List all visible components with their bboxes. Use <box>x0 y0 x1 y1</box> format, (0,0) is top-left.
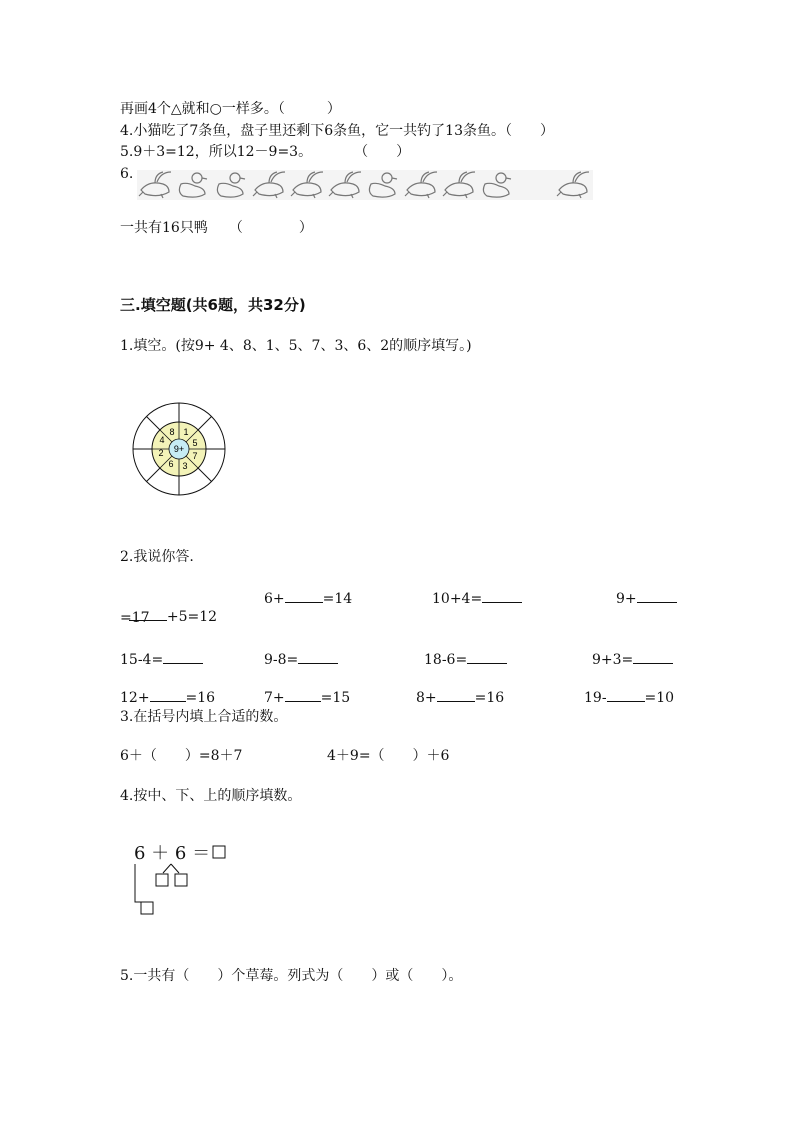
wheel-number: 5 <box>192 438 198 448</box>
answer-box <box>141 902 153 914</box>
wheel-number: 7 <box>192 451 198 461</box>
wheel-number: 1 <box>183 427 189 437</box>
decomposition-diagram <box>125 840 235 920</box>
wheel-center-text: 9+ <box>173 444 185 454</box>
judge-question-4: 4.小猫吃了7条鱼，盘子里还剩下6条鱼，它一共钓了13条鱼。（ ） <box>120 123 554 139</box>
fill-question-1: 1.填空。(按9+ 4、8、1、5、7、3、6、2的顺序填写。) <box>120 338 472 354</box>
answer-box <box>156 874 168 886</box>
answer-box <box>175 874 187 886</box>
judge-question-6-text: 一共有16只鸭 （ ） <box>120 220 313 236</box>
fill-question-3b: 4＋9=（ ）＋6 <box>327 748 450 764</box>
fill-question-3: 3.在括号内填上合适的数。 <box>120 709 288 725</box>
wheel-number: 6 <box>168 459 174 469</box>
animal-strip-image <box>137 170 593 200</box>
addition-wheel-diagram <box>131 401 227 497</box>
judge-question-3: 再画4个△就和○一样多。（ ） <box>120 101 341 117</box>
judge-question-5: 5.9＋3=12，所以12－9=3。 （ ） <box>120 144 411 160</box>
wheel-number: 2 <box>158 448 164 458</box>
answer-box <box>213 846 225 858</box>
wheel-number: 8 <box>169 427 175 437</box>
decomposition-equation: 6 ＋ 6 ＝ <box>134 843 211 864</box>
fill-question-5: 5.一共有（ ）个草莓。列式为（ ）或（ ）。 <box>120 968 463 984</box>
fill-question-2: 2.我说你答. <box>120 549 194 565</box>
section-3-title: 三.填空题(共6题，共32分) <box>120 296 306 314</box>
equation-row-3: 12+ =16 <box>120 687 215 707</box>
fill-question-3a: 6＋（ ）=8＋7 <box>120 748 243 764</box>
fill-question-4: 4.按中、下、上的顺序填数。 <box>120 788 302 804</box>
wheel-number: 4 <box>159 435 165 445</box>
wheel-number: 3 <box>182 461 188 471</box>
equation-row-2: 15-4= <box>120 649 203 669</box>
judge-question-6-label: 6. <box>120 166 134 182</box>
equation-row-1: +5=12 <box>120 588 217 626</box>
